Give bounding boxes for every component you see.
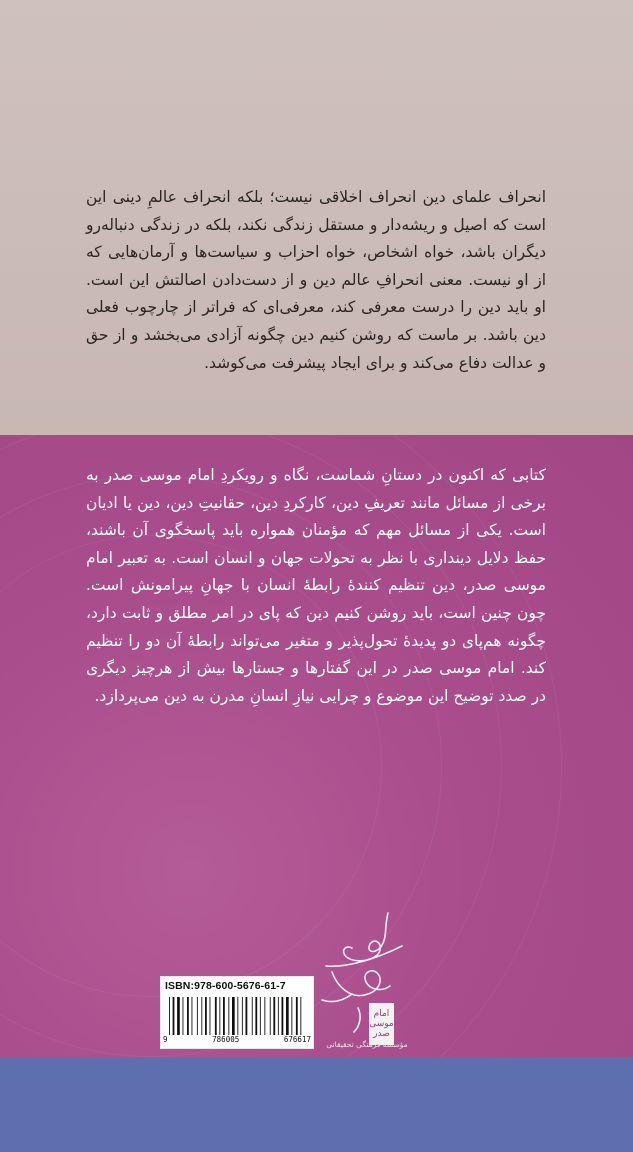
barcode-bar [183, 997, 184, 1035]
barcode-bars [169, 997, 305, 1035]
barcode-bar [177, 997, 180, 1035]
barcode-bar [228, 997, 229, 1035]
barcode-bar [187, 997, 189, 1035]
barcode-bar [296, 997, 298, 1035]
barcode-bar [192, 997, 193, 1035]
logo-name-box [369, 1003, 394, 1045]
barcode-bar [201, 997, 202, 1035]
barcode-bar [237, 997, 238, 1035]
isbn-barcode [160, 976, 314, 1049]
barcode-left-digits: 786005 [212, 1035, 240, 1044]
isbn-label: ISBN:978-600-5676-61-7 [165, 980, 286, 992]
barcode-bar [210, 997, 211, 1035]
barcode-bar [270, 997, 271, 1035]
barcode-bar [205, 997, 207, 1035]
barcode-lead-digit: 9 [163, 1035, 168, 1044]
barcode-right-digits: 676617 [283, 1035, 311, 1044]
barcode-bar [300, 997, 301, 1035]
barcode-bar [260, 997, 261, 1035]
calligraphy-signature-icon [318, 908, 408, 1048]
barcode-bar [223, 997, 225, 1035]
barcode-bar [169, 997, 170, 1035]
logo-line-1: امام [373, 1009, 390, 1019]
barcode-bar [264, 997, 265, 1035]
logo-line-2: موسی [369, 1019, 394, 1029]
publisher-logo [318, 908, 408, 1056]
barcode-bar [219, 997, 220, 1035]
barcode-digits [163, 1035, 311, 1044]
upper-paragraph: انحراف علمای دین انحراف اخلاقی نیست؛ بلکه انحراف عالمِ دینی این است که اصیل و ریشه‌دار و مستقل زندگی نکند، بلکه در زندگی دنباله‌رو دیگران باشد، خواه اشخاص، خواه احزاب و سیاست‌ها و آرمان‌هایی که از او نیست. معنی انحرافِ عالم دین و از دست‌دادن اصالتش این است. او باید دین را درست معرفی کند، معرفی‌ای که فراتر از چارچوب فعلی دین باشد. بر ماست که روشن کنیم دین چگونه آزادی می‌بخشد و از حق و عدالت دفاع می‌کند و برای ایجاد پیشرفت می‌کوشد. [86, 188, 546, 372]
barcode-bar [273, 997, 275, 1035]
barcode-bar [232, 997, 235, 1035]
barcode-bar [282, 997, 284, 1035]
barcode-bar [215, 997, 217, 1035]
lower-blue-panel [0, 1057, 633, 1152]
barcode-bar [246, 997, 248, 1035]
barcode-bar [173, 997, 175, 1035]
barcode-bar [197, 997, 198, 1035]
barcode-bar [286, 997, 289, 1035]
barcode-bar [255, 997, 257, 1035]
barcode-bar [252, 997, 253, 1035]
barcode-bar [291, 997, 292, 1035]
barcode-bar [242, 997, 243, 1035]
logo-line-3: صدر [373, 1029, 390, 1039]
publisher-name: مؤسسهٔ فرهنگی تحقیقاتی [326, 1040, 408, 1049]
barcode-bar [278, 997, 279, 1035]
lower-paragraph: کتابی که اکنون در دستانِ شماست، نگاه و رویکردِ امام موسی صدر به برخی از مسائل مانند تعریفِ دین، کارکردِ دین، حقانیتِ دین، دین یا ادیان است. یکی از مسائل مهم که مؤمنان همواره باید پاسخگوی آن باشند، حفظ دلایل دینداری با نظر به تحولات جهان و انسان است. به تعبیر امام موسی صدر، دین تنظیم کنندهٔ رابطهٔ انسان با جهانِ پیرامونش است. چون چنین است، باید روشن کنیم دین که پای در امر مطلق و ثابت دارد، چگونه هم‌پای دو پدیدهٔ تحول‌پذیر و متغیر می‌تواند رابطهٔ آن دو را تنظیم کند. امام موسی صدر در این گفتارها و جستارها بیش از هرچیز دیگری در صدد توضیح این موضوع و چرایی نیازِ انسانِ مدرن به دین می‌پردازد. [86, 466, 546, 705]
